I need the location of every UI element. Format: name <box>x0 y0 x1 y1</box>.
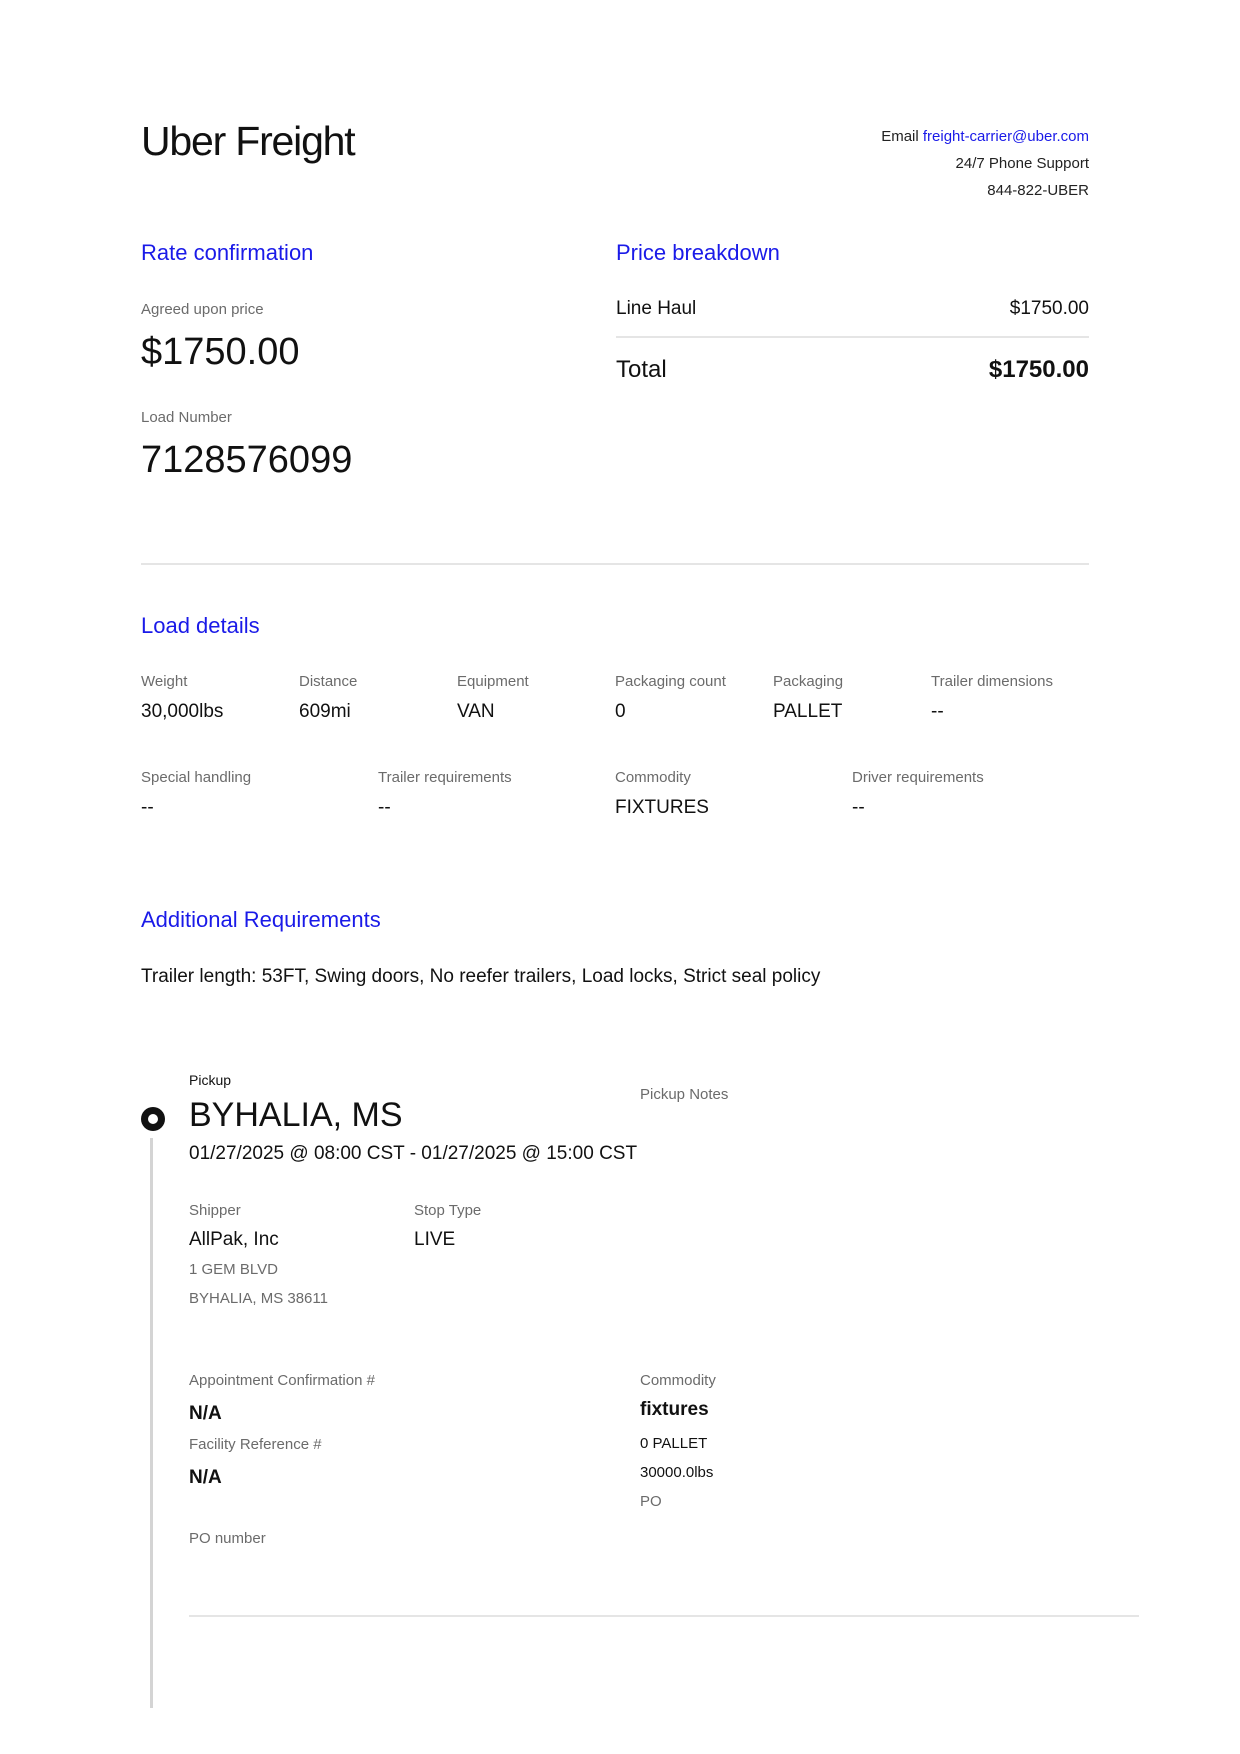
facility-reference-label: Facility Reference # <box>189 1436 322 1453</box>
total-label: Total <box>616 356 667 383</box>
packaging-count-label: Packaging count <box>615 673 726 690</box>
additional-requirements-title: Additional Requirements <box>141 907 381 932</box>
load-details-title: Load details <box>141 613 260 638</box>
shipper-name: AllPak, Inc <box>189 1229 279 1250</box>
trailer-dimensions-value: -- <box>931 701 944 722</box>
section-divider <box>141 563 1089 565</box>
pickup-window: 01/27/2025 @ 08:00 CST - 01/27/2025 @ 15:00 CST <box>189 1143 638 1164</box>
pickup-commodity-packaging: 0 PALLET <box>640 1435 708 1452</box>
po-number-label: PO number <box>189 1530 266 1547</box>
commodity-value: FIXTURES <box>615 797 709 818</box>
line-haul-value: $1750.00 <box>1009 298 1089 319</box>
stop-timeline-line <box>150 1138 153 1708</box>
packaging-value: PALLET <box>773 701 843 722</box>
special-handling-label: Special handling <box>141 769 252 786</box>
driver-requirements-value: -- <box>852 797 865 818</box>
phone-support-label: 24/7 Phone Support <box>955 155 1089 172</box>
trailer-dimensions-label: Trailer dimensions <box>931 673 1053 690</box>
pickup-stop-marker-icon <box>141 1107 165 1131</box>
distance-label: Distance <box>299 673 358 690</box>
pickup-commodity-name: fixtures <box>640 1399 709 1420</box>
price-divider <box>616 336 1089 338</box>
packaging-count-value: 0 <box>615 701 626 722</box>
email-link[interactable]: freight-carrier@uber.com <box>922 128 1089 145</box>
appointment-confirmation-value: N/A <box>189 1403 222 1424</box>
email-line <box>881 128 1089 145</box>
driver-requirements-label: Driver requirements <box>852 769 984 786</box>
pickup-commodity-po-label: PO <box>640 1493 662 1510</box>
additional-requirements-text: Trailer length: 53FT, Swing doors, No reefer trailers, Load locks, Strict seal policy <box>141 966 821 987</box>
pickup-notes-label: Pickup Notes <box>640 1086 729 1103</box>
rate-confirmation-title: Rate confirmation <box>141 240 314 265</box>
packaging-label: Packaging <box>773 673 844 690</box>
special-handling-value: -- <box>141 797 154 818</box>
commodity-label: Commodity <box>615 769 691 786</box>
agreed-price-value: $1750.00 <box>141 331 300 373</box>
distance-value: 609mi <box>299 701 351 722</box>
total-value: $1750.00 <box>988 356 1089 383</box>
shipper-address-line1: 1 GEM BLVD <box>189 1261 278 1278</box>
line-haul-label: Line Haul <box>616 298 697 319</box>
weight-label: Weight <box>141 673 188 690</box>
trailer-requirements-label: Trailer requirements <box>378 769 512 786</box>
price-breakdown-title: Price breakdown <box>616 240 780 265</box>
shipper-label: Shipper <box>189 1202 241 1219</box>
facility-reference-value: N/A <box>189 1467 222 1488</box>
load-number-value: 7128576099 <box>141 439 353 481</box>
shipper-address-line2: BYHALIA, MS 38611 <box>189 1290 328 1307</box>
pickup-bottom-divider <box>189 1615 1139 1617</box>
pickup-commodity-weight: 30000.0lbs <box>640 1464 714 1481</box>
brand-logo: Uber Freight <box>141 118 355 164</box>
phone-number: 844-822-UBER <box>987 182 1089 199</box>
weight-value: 30,000lbs <box>141 701 224 722</box>
agreed-price-label: Agreed upon price <box>141 301 264 318</box>
pickup-type-label: Pickup <box>189 1072 232 1088</box>
trailer-requirements-value: -- <box>378 797 391 818</box>
stop-type-label: Stop Type <box>414 1202 482 1219</box>
stop-type-value: LIVE <box>414 1229 456 1250</box>
equipment-label: Equipment <box>457 673 529 690</box>
appointment-confirmation-label: Appointment Confirmation # <box>189 1372 375 1389</box>
email-label: Email <box>881 128 919 145</box>
pickup-commodity-label: Commodity <box>640 1372 716 1389</box>
load-number-label: Load Number <box>141 409 232 426</box>
pickup-city: BYHALIA, MS <box>189 1096 403 1134</box>
equipment-value: VAN <box>457 701 495 722</box>
